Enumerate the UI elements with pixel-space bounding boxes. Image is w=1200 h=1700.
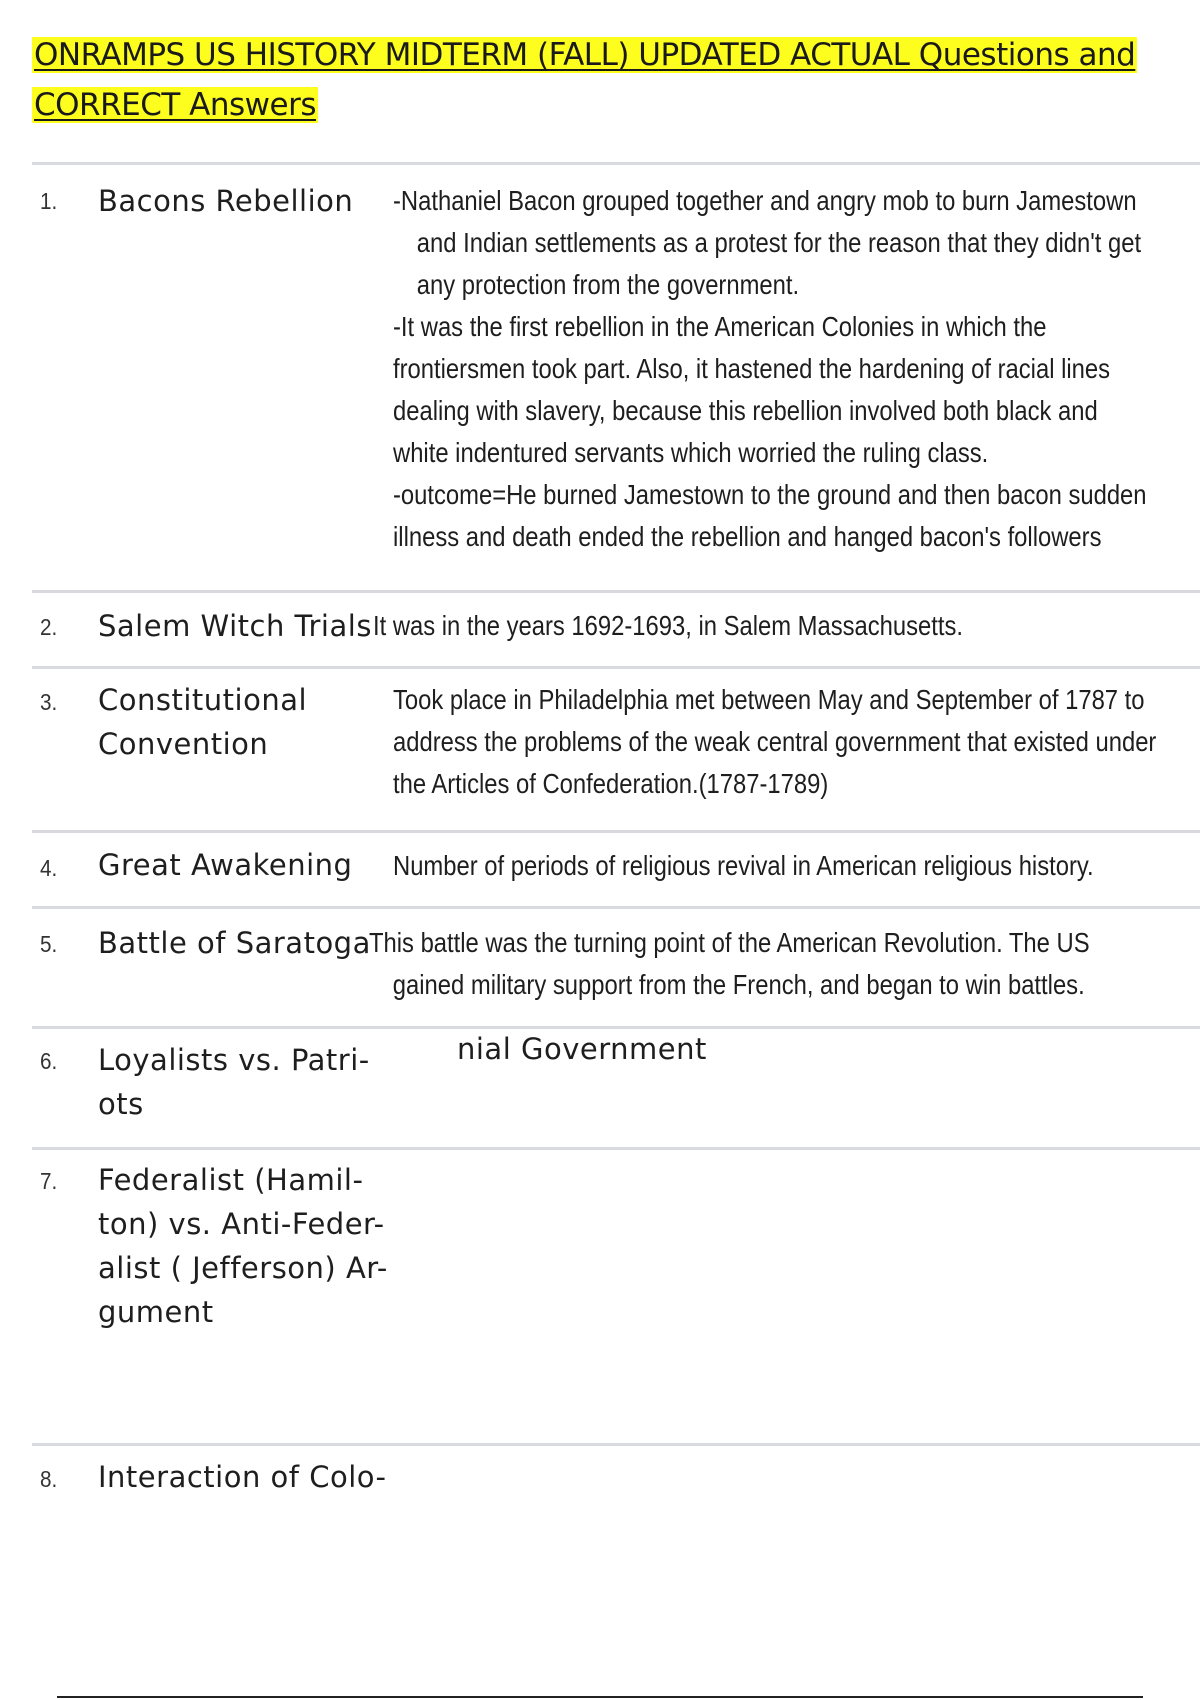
- divider: [32, 1443, 1200, 1446]
- item-definition: [393, 180, 1158, 558]
- divider: [32, 830, 1200, 833]
- item-term: Salem Witch Trials: [98, 609, 372, 643]
- definition-paragraph: This battle was the turning point of the American Revolution. The US gained military support from the French, and began to win battles.: [369, 927, 1090, 1000]
- divider: [32, 1147, 1200, 1150]
- item-number: 3.: [40, 689, 58, 715]
- item-number: 8.: [40, 1466, 58, 1492]
- item-term: Federalist (Hamil- ton) vs. Anti-Feder- alist ( Jefferson) Ar- gument: [98, 1163, 388, 1329]
- document-title: ONRAMPS US HISTORY MIDTERM (FALL) UPDATED ACTUAL Questions and CORRECT Answers: [34, 37, 1136, 123]
- item-definition: Took place in Philadelphia met between May and September of 1787 to address the problems of the weak central government that existed under the Articles of Confederation.(1787-1789): [393, 684, 1157, 799]
- definition-paragraph: -It was the first rebellion in the American Colonies in which the frontiersmen took part. Also, it hastened the hardening of racial lines dealing with slavery, because this rebellion involved both black and white indentured servants which worried the ruling class.: [393, 311, 1111, 468]
- page-bottom-rule: [57, 1696, 1143, 1698]
- divider: [32, 906, 1200, 909]
- item-term: Loyalists vs. Patri- ots: [98, 1043, 370, 1121]
- divider: [32, 666, 1200, 669]
- divider: [32, 162, 1200, 165]
- item-term: Interaction of Colo-: [98, 1460, 387, 1494]
- item-term: Great Awakening: [98, 848, 353, 882]
- item-definition: It was in the years 1692-1693, in Salem Massachusetts.: [373, 610, 964, 641]
- item-definition: [369, 922, 1134, 1006]
- item-number: 1.: [40, 188, 58, 214]
- item-number: 7.: [40, 1168, 58, 1194]
- definition-paragraph: -Nathaniel Bacon grouped together and angry mob to burn Jamestown and Indian settlements as a protest for the reason that they didn't get any protection from the government.: [393, 185, 1142, 300]
- item-number: 6.: [40, 1048, 58, 1074]
- divider: [32, 590, 1200, 593]
- item-definition: nial Government: [457, 1032, 707, 1066]
- item-definition: Number of periods of religious revival in American religious history.: [393, 850, 1094, 881]
- item-number: 4.: [40, 855, 58, 881]
- definition-paragraph: -outcome=He burned Jamestown to the ground and then bacon sudden illness and death ended the rebellion and hanged bacon's followers: [393, 479, 1147, 552]
- item-number: 5.: [40, 931, 58, 957]
- item-term: Bacons Rebellion: [98, 184, 354, 218]
- item-term: Battle of Saratoga: [98, 926, 371, 960]
- item-term: Constitutional Convention: [98, 683, 308, 761]
- item-number: 2.: [40, 614, 58, 640]
